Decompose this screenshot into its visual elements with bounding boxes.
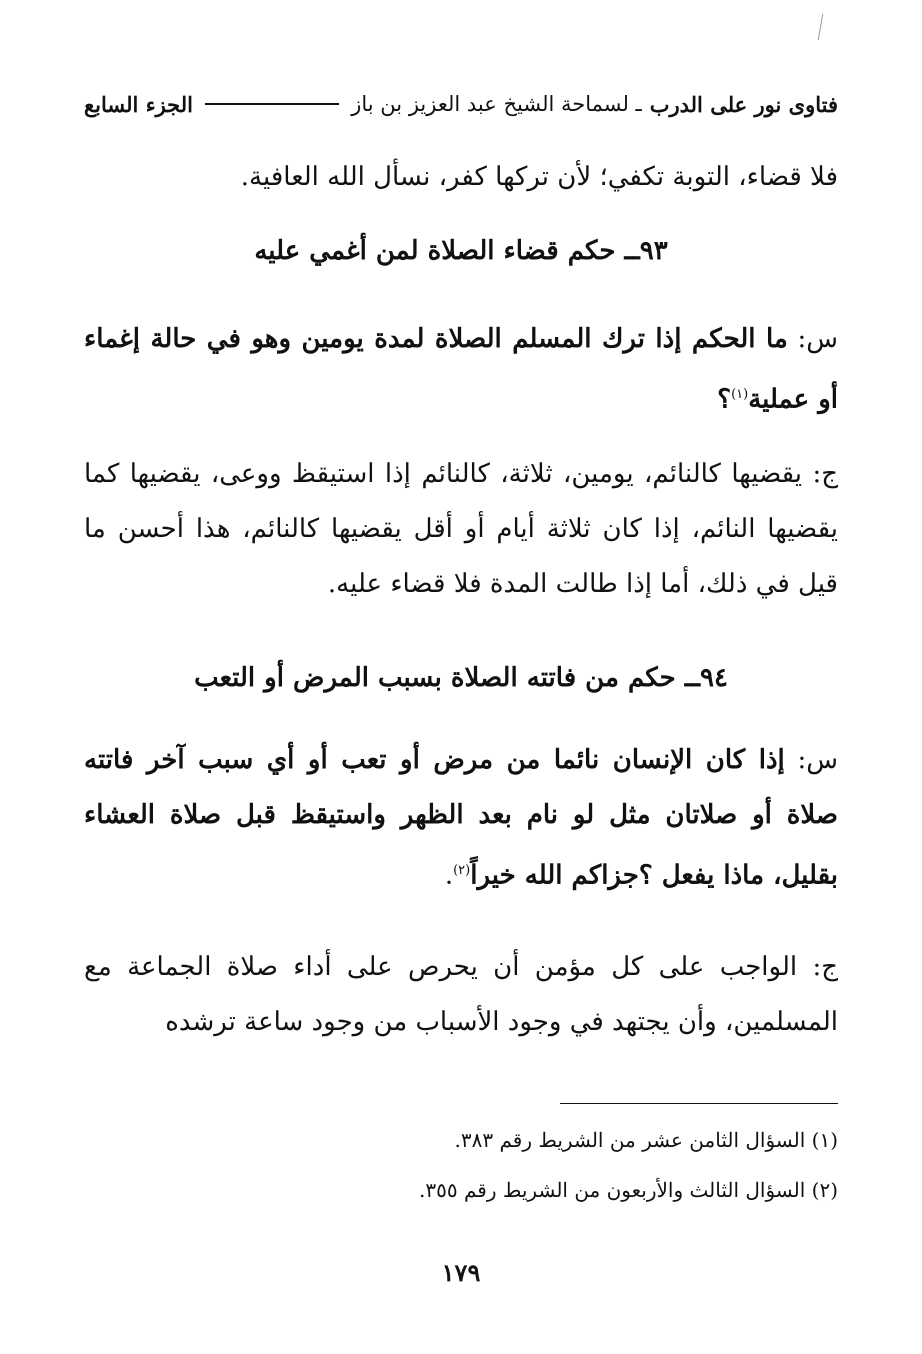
- intro-paragraph: فلا قضاء، التوبة تكفي؛ لأن تركها كفر، نسأل الله العافية.: [240, 162, 838, 192]
- footnote-ref-2: (٢): [453, 863, 471, 878]
- answer-text: يقضيها كالنائم، يومين، ثلاثة، كالنائم إذا استيقظ ووعى، يقضيها كما يقضيها النائم، إذا كان ثلاثة أيام أو أقل يقضيها كالنائم، هذا أحسن ما قيل في ذلك، أما إذا طالت المدة فلا قضاء عليه.: [84, 459, 838, 599]
- question-prefix: س:: [797, 324, 839, 354]
- question-text: إذا كان الإنسان نائما من مرض أو تعب أو أي سبب آخر فاتته صلاة أو صلاتان مثل لو نام بعد الظهر واستيقظ قبل صلاة العشاء بقليل، ماذا يفعل ؟جزاكم الله خيراً: [84, 745, 838, 891]
- section-94-question: [84, 733, 838, 904]
- footnote-ref-1: (١): [731, 387, 749, 402]
- section-93-answer: [84, 447, 838, 612]
- question-end: ؟: [717, 384, 732, 415]
- section-93-heading: ٩٣ــ حكم قضاء الصلاة لمن أغمي عليه: [254, 236, 668, 266]
- section-94-heading: ٩٤ــ حكم من فاتته الصلاة بسبب المرض أو التعب: [194, 663, 728, 693]
- question-text: ما الحكم إذا ترك المسلم الصلاة لمدة يومين وهو في حالة إغماء أو عملية: [84, 324, 838, 415]
- part-label: الجزء السابع: [84, 91, 193, 117]
- answer-prefix: ج:: [812, 952, 839, 982]
- book-title: فتاوى نور على الدرب: [649, 91, 838, 117]
- question-prefix: س:: [797, 745, 838, 775]
- footnote-1: (١) السؤال الثامن عشر من الشريط رقم ٣٨٣.: [454, 1128, 838, 1152]
- author-line: ـ لسماحة الشيخ عبد العزيز بن باز: [351, 92, 642, 116]
- page-number: ١٧٩: [441, 1258, 481, 1287]
- answer-text: الواجب على كل مؤمن أن يحرص على أداء صلاة الجماعة مع المسلمين، وأن يجتهد في وجود الأسباب من وجود ساعة ترشده: [84, 952, 838, 1037]
- running-header: [84, 84, 838, 124]
- header-rule: [205, 103, 339, 105]
- scan-mark: [818, 14, 832, 40]
- header-title-group: [351, 92, 838, 117]
- question-end: .: [444, 860, 454, 891]
- answer-prefix: ج:: [812, 459, 839, 489]
- section-94-answer: [84, 940, 838, 1050]
- footnote-2: (٢) السؤال الثالث والأربعون من الشريط رقم ٣٥٥.: [419, 1178, 838, 1202]
- footnote-rule: [560, 1103, 838, 1104]
- section-93-question: [84, 312, 838, 428]
